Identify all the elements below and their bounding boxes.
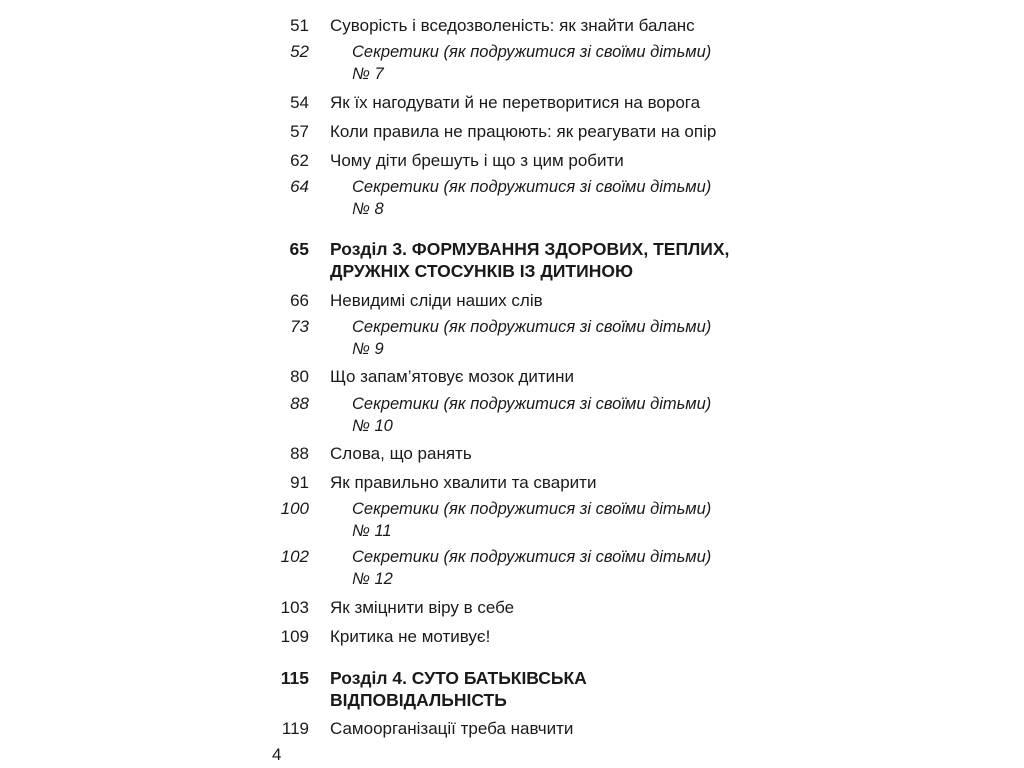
toc-entry-title-line: Секретики (як подружитися зі своїми дітьми) [352, 395, 712, 413]
toc-page-number: 88 [290, 444, 309, 463]
footer-page-number: 4 [272, 745, 282, 764]
toc-page-number: 73 [290, 317, 309, 336]
toc-page-number: 100 [280, 499, 309, 518]
toc-entry-number-line: № 11 [352, 522, 392, 540]
toc-page-number: 65 [289, 239, 309, 259]
toc-entry-title-line: Як зміцнити віру в себе [330, 598, 515, 617]
toc-page-number: 66 [290, 291, 309, 310]
toc-entry-title [352, 546, 711, 590]
toc-entry-title [330, 718, 573, 740]
toc-page-number: 102 [280, 547, 309, 566]
toc-entry-title [330, 626, 490, 648]
toc-entry-title-line: ВІДПОВІДАЛЬНІСТЬ [330, 690, 507, 710]
toc-entry-title [330, 121, 716, 143]
toc-entry-number-line: № 9 [352, 340, 384, 358]
toc-entry-title-line: Чому діти брешуть і що з цим робити [330, 151, 624, 170]
toc-entry-title-line: Секретики (як подружитися зі своїми дітьми) [352, 548, 712, 566]
toc-entry-title [330, 150, 624, 172]
toc-entry-title-line: Розділ 3. ФОРМУВАННЯ ЗДОРОВИХ, ТЕПЛИХ, [330, 239, 730, 259]
toc-entry-title-line: Як правильно хвалити та сварити [330, 473, 597, 492]
toc-entry-title-line: ДРУЖНІХ СТОСУНКІВ ІЗ ДИТИНОЮ [330, 261, 633, 281]
toc-page-number: 115 [280, 668, 309, 688]
toc-entry-title-line: Секретики (як подружитися зі своїми дітьми) [352, 500, 712, 518]
toc-entry-title [330, 290, 543, 312]
toc-page-number: 119 [281, 719, 309, 738]
toc-entry-title-line: Невидимі сліди наших слів [330, 291, 543, 310]
toc-entry-title-line: Секретики (як подружитися зі своїми дітьми) [352, 43, 712, 61]
toc-entry-title [330, 238, 729, 282]
toc-page-number: 51 [290, 16, 309, 35]
toc-page-number: 62 [290, 151, 309, 170]
toc-entry-title-line: Суворість і вседозволеність: як знайти баланс [330, 16, 695, 35]
toc-page-number: 109 [280, 627, 309, 646]
toc-entry-title [330, 667, 587, 711]
toc-entry-title [352, 393, 711, 437]
toc-entry-title [352, 316, 711, 360]
toc-entry-title [352, 41, 711, 85]
toc-entry-title [330, 443, 472, 465]
toc-page-number: 52 [290, 42, 309, 61]
toc-entry-title [330, 597, 514, 619]
toc-entry-title-line: Слова, що ранять [330, 444, 472, 463]
toc-entry-title [352, 498, 711, 542]
toc-page-number: 91 [290, 473, 309, 492]
toc-entry-number-line: № 10 [352, 417, 393, 435]
toc-page-number: 103 [280, 598, 309, 617]
toc-entry-title-line: Що запам’ятовує мозок дитини [330, 367, 575, 386]
toc-entry-title [330, 15, 695, 37]
toc-entry-title-line: Як їх нагодувати й не перетворитися на ворога [330, 93, 701, 112]
toc-page-number: 88 [290, 394, 309, 413]
toc-entry-title-line: Секретики (як подружитися зі своїми дітьми) [352, 178, 712, 196]
toc-entry-number-line: № 8 [352, 200, 384, 218]
toc-entry-title [352, 176, 711, 220]
toc-page-number: 57 [290, 122, 309, 141]
toc-entry-title-line: Коли правила не працюють: як реагувати на опір [330, 122, 717, 141]
toc-page-number: 64 [290, 177, 309, 196]
toc-page-number: 54 [290, 93, 309, 112]
toc-entry-title-line: Секретики (як подружитися зі своїми дітьми) [352, 318, 712, 336]
toc-entry-number-line: № 12 [352, 570, 393, 588]
toc-entry-title [330, 366, 574, 388]
toc-page-number: 80 [290, 367, 309, 386]
toc-entry-title [330, 472, 596, 494]
toc-entry-title-line: Розділ 4. СУТО БАТЬКІВСЬКА [330, 668, 587, 688]
toc-entry-number-line: № 7 [352, 65, 384, 83]
toc-entry-title [330, 92, 700, 114]
toc-entry-title-line: Самоорганізації треба навчити [330, 719, 574, 738]
toc-entry-title-line: Критика не мотивує! [330, 627, 491, 646]
